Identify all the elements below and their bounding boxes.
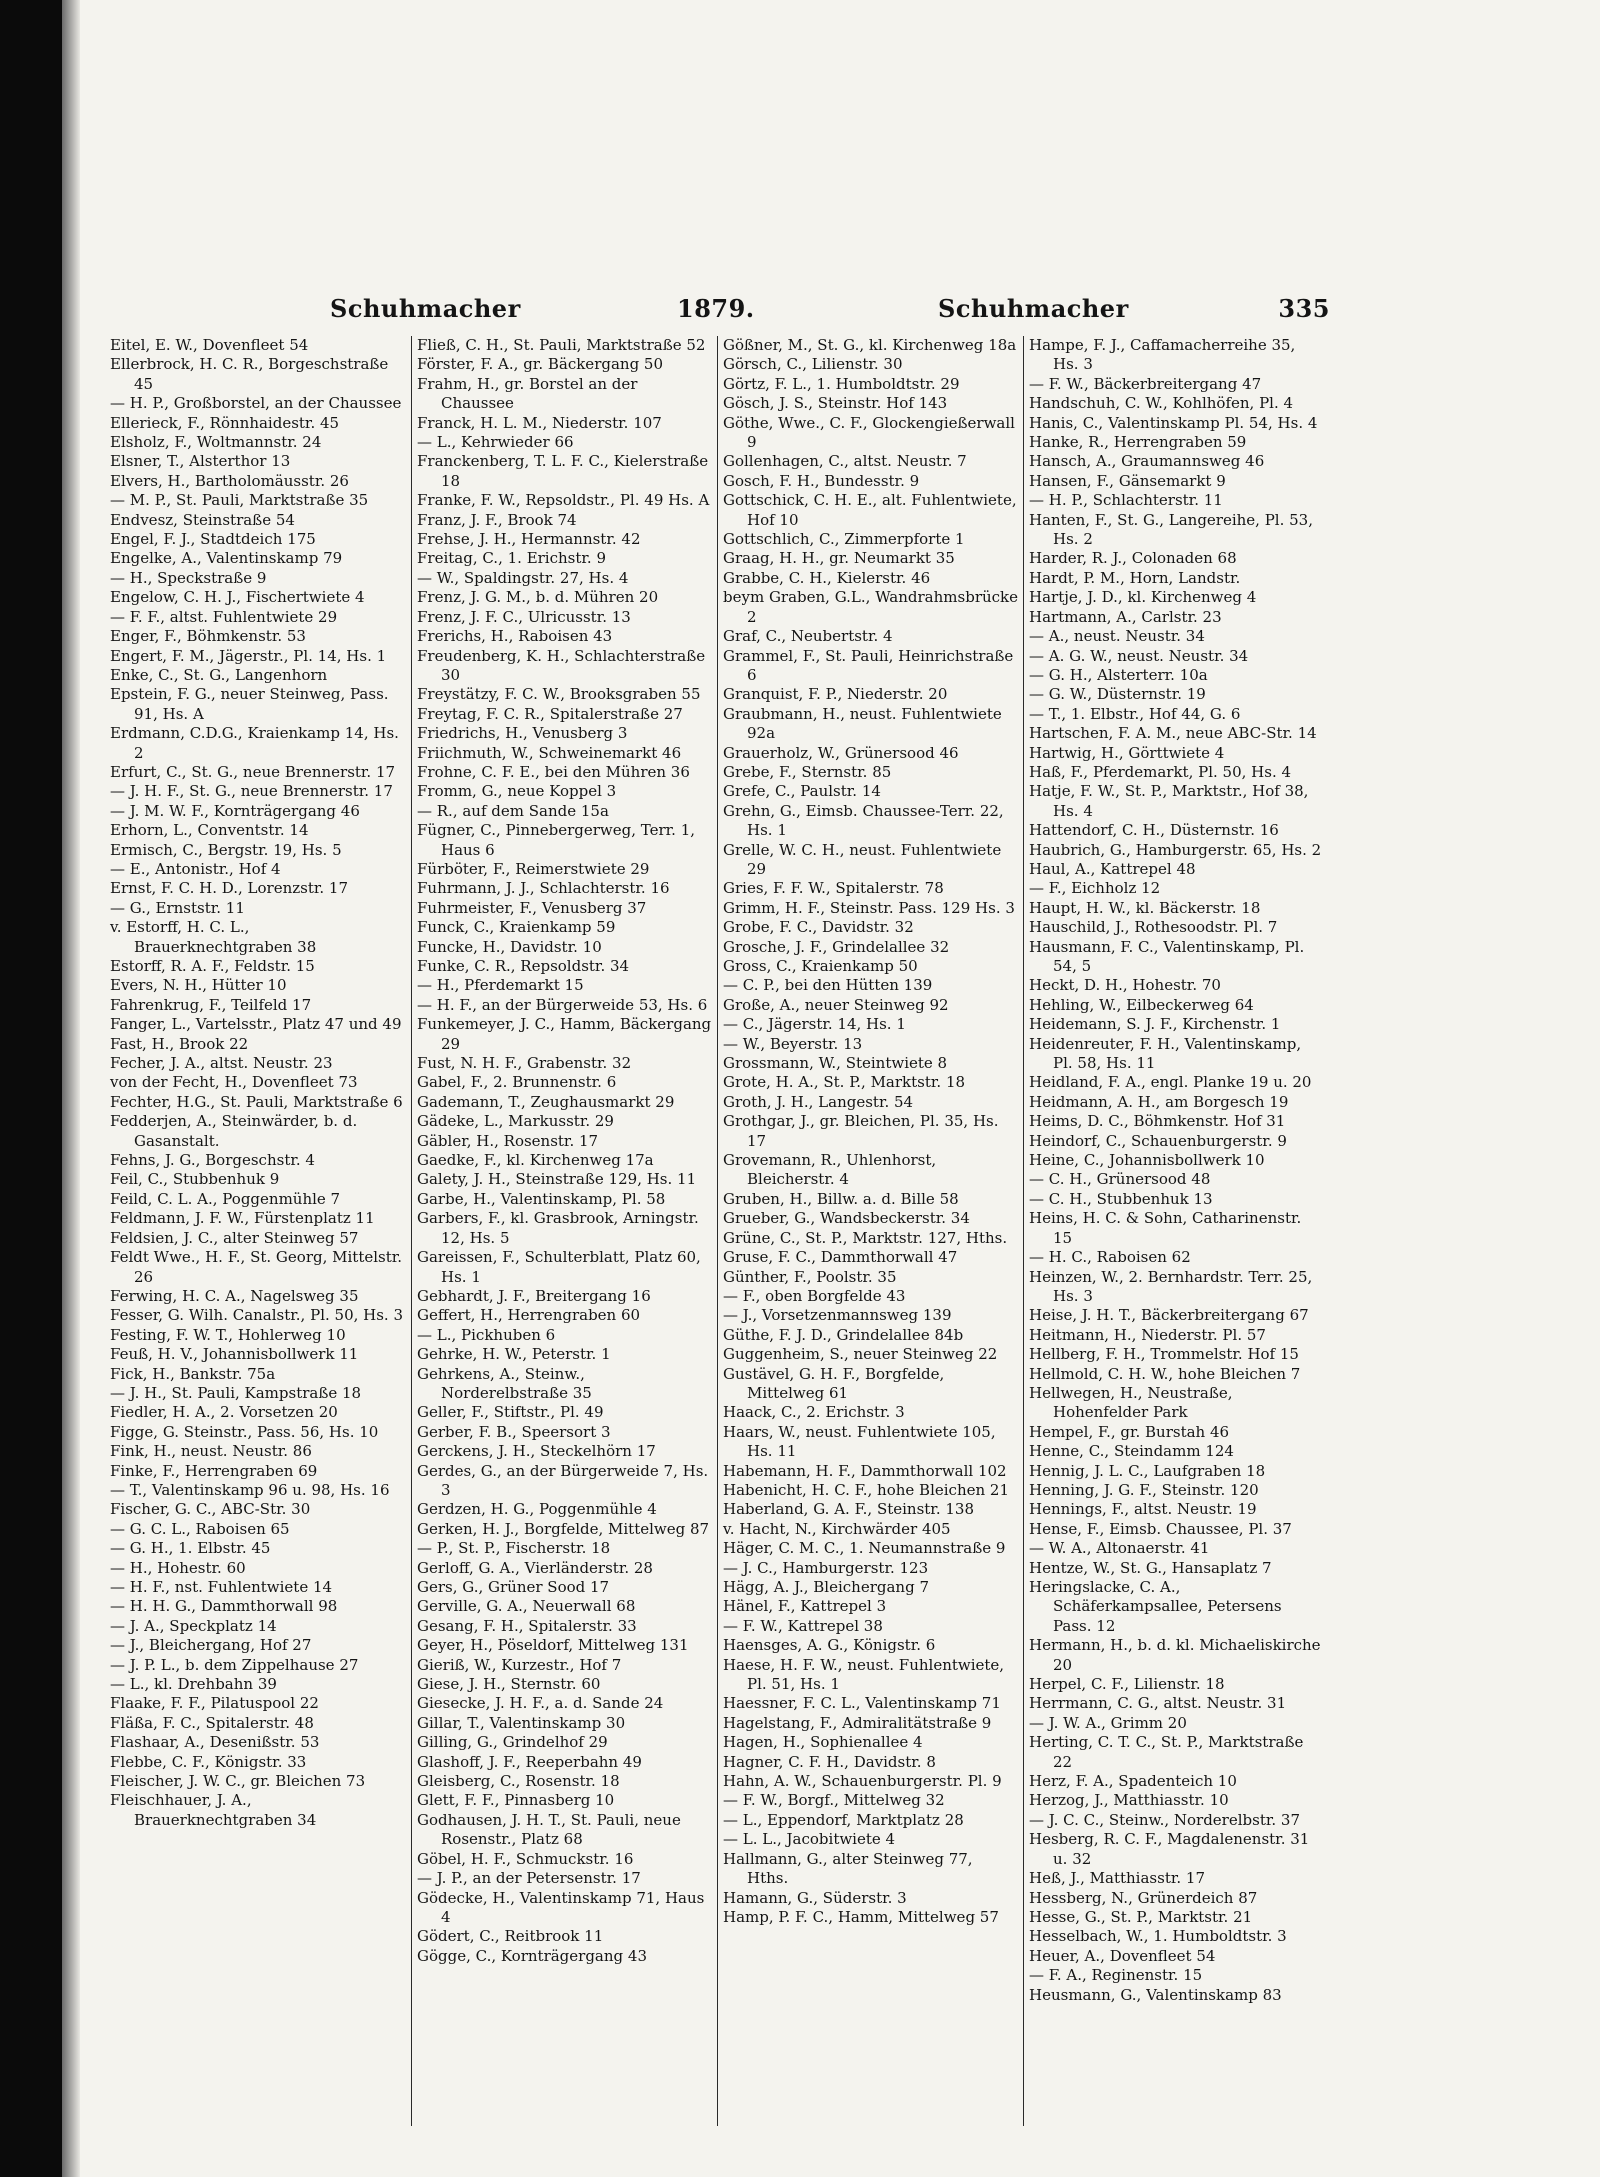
- directory-entry: Harder, R. J., Colonaden 68: [1029, 549, 1237, 568]
- directory-entry: Feil, C., Stubbenhuk 9: [110, 1170, 280, 1189]
- directory-entry: Fürböter, F., Reimerstwiete 29: [417, 859, 650, 878]
- directory-entry: v. Hacht, N., Kirchwärder 405: [723, 1519, 951, 1538]
- directory-entry: Feldmann, J. F. W., Fürstenplatz 11: [110, 1209, 375, 1228]
- directory-entry: — J. P., an der Petersenstr. 17: [417, 1869, 641, 1888]
- directory-entry: Gößner, M., St. G., kl. Kirchenweg 18a: [723, 336, 1017, 354]
- directory-entry: Feuß, H. V., Johannisbollwerk 11: [110, 1345, 359, 1364]
- directory-entry: Gustävel, G. H. F., Borgfelde, Mittelweg 61: [723, 1364, 945, 1402]
- directory-entry: Franckenberg, T. L. F. C., Kielerstraße 18: [417, 452, 709, 490]
- directory-entry: Fust, N. H. F., Grabenstr. 32: [417, 1054, 632, 1073]
- directory-entry: Ellerbrock, H. C. R., Borgeschstraße 45: [110, 355, 389, 393]
- directory-entry: — W., Spaldingstr. 27, Hs. 4: [417, 568, 629, 587]
- directory-entry: Hesberg, R. C. F., Magdalenenstr. 31 u. 32: [1029, 1830, 1310, 1868]
- directory-entry: Flashaar, A., Desenißstr. 53: [110, 1733, 320, 1752]
- directory-entry: Flaake, F. F., Pilatuspool 22: [110, 1694, 319, 1713]
- directory-entry: — G. C. L., Raboisen 65: [110, 1519, 290, 1538]
- directory-entry: Heine, C., Johannisbollwerk 10: [1029, 1151, 1265, 1170]
- directory-entry: Grothgar, J., gr. Bleichen, Pl. 35, Hs. 17: [723, 1112, 999, 1150]
- directory-entry: Hempel, F., gr. Burstah 46: [1029, 1422, 1230, 1441]
- directory-entry: Hanten, F., St. G., Langereihe, Pl. 53, Hs. 2: [1029, 510, 1313, 549]
- directory-entry: Engert, F. M., Jägerstr., Pl. 14, Hs. 1: [110, 646, 387, 665]
- directory-entry: Flebbe, C. F., Königstr. 33: [110, 1752, 307, 1771]
- directory-entry: Haß, F., Pferdemarkt, Pl. 50, Hs. 4: [1029, 762, 1292, 781]
- directory-entry: Hallmann, G., alter Steinweg 77, Hths.: [723, 1849, 973, 1888]
- directory-entry: Gögge, C., Kornträgergang 43: [417, 1946, 647, 1965]
- directory-entry: Frohne, C. F. E., bei den Mühren 36: [417, 762, 690, 781]
- header-left-title: Schuhmacher: [330, 294, 521, 323]
- directory-entry: Eitel, E. W., Dovenfleet 54: [110, 336, 309, 354]
- directory-entry: Gross, C., Kraienkamp 50: [723, 957, 918, 975]
- directory-entry: Giese, J. H., Sternstr. 60: [417, 1675, 601, 1694]
- directory-entry: Fink, H., neust. Neustr. 86: [110, 1442, 312, 1461]
- directory-entry: Hardt, P. M., Horn, Landstr.: [1029, 568, 1241, 587]
- directory-entry: — H. P., Schlachterstr. 11: [1029, 491, 1223, 510]
- directory-entry: Graag, H. H., gr. Neumarkt 35: [723, 549, 955, 568]
- directory-entry: Fiedler, H. A., 2. Vorsetzen 20: [110, 1403, 338, 1422]
- directory-entry: Haul, A., Kattrepel 48: [1029, 859, 1196, 878]
- directory-entry: Gottschlich, C., Zimmerpforte 1: [723, 530, 965, 549]
- directory-entry: Finke, F., Herrengraben 69: [110, 1461, 318, 1480]
- directory-entry: Hauschild, J., Rothesoodstr. Pl. 7: [1029, 918, 1278, 937]
- directory-columns: [105, 336, 1330, 2126]
- directory-entry: — W., Beyerstr. 13: [723, 1034, 863, 1053]
- directory-entry: Grelle, W. C. H., neust. Fuhlentwiete 29: [723, 840, 1002, 878]
- directory-entry: Göthe, Wwe., C. F., Glockengießerwall 9: [723, 413, 1015, 452]
- directory-entry: Hentze, W., St. G., Hansaplatz 7: [1029, 1558, 1272, 1577]
- column-3: [717, 336, 1023, 2126]
- directory-entry: Henning, J. G. F., Steinstr. 120: [1029, 1480, 1259, 1499]
- directory-entry: Erdmann, C.D.G., Kraienkamp 14, Hs. 2: [110, 724, 399, 762]
- directory-entry: — G. H., 1. Elbstr. 45: [110, 1539, 271, 1558]
- directory-entry: Gebhardt, J. F., Breitergang 16: [417, 1286, 651, 1305]
- directory-entry: Endvesz, Steinstraße 54: [110, 510, 295, 529]
- directory-entry: Herting, C. T. C., St. P., Marktstraße 22: [1029, 1733, 1304, 1771]
- directory-entry: Hausmann, F. C., Valentinskamp, Pl. 54, 5: [1029, 937, 1305, 975]
- directory-entry: Hansch, A., Graumannsweg 46: [1029, 452, 1265, 471]
- directory-entry: Große, A., neuer Steinweg 92: [723, 995, 949, 1014]
- directory-entry: Ermisch, C., Bergstr. 19, Hs. 5: [110, 840, 342, 859]
- directory-entry: Fecher, J. A., altst. Neustr. 23: [110, 1054, 333, 1073]
- directory-entry: — J., Vorsetzenmannsweg 139: [723, 1306, 952, 1325]
- directory-entry: Hatje, F. W., St. P., Marktstr., Hof 38, Hs. 4: [1029, 782, 1309, 820]
- directory-entry: Figge, G. Steinstr., Pass. 56, Hs. 10: [110, 1422, 379, 1441]
- directory-entry: Erhorn, L., Conventstr. 14: [110, 821, 309, 840]
- directory-entry: Görtz, F. L., 1. Humboldtstr. 29: [723, 374, 960, 393]
- directory-entry: Fromm, G., neue Koppel 3: [417, 782, 617, 801]
- directory-entry: — P., St. P., Fischerstr. 18: [417, 1539, 611, 1558]
- directory-entry: Hansen, F., Gänsemarkt 9: [1029, 471, 1226, 490]
- directory-entry: Friichmuth, W., Schweinemarkt 46: [417, 743, 682, 762]
- directory-entry: — F. A., Reginenstr. 15: [1029, 1966, 1203, 1985]
- directory-entry: Gruse, F. C., Dammthorwall 47: [723, 1248, 958, 1267]
- directory-entry: Fuhrmann, J. J., Schlachterstr. 16: [417, 879, 670, 898]
- directory-entry: Gerber, F. B., Speersort 3: [417, 1422, 611, 1441]
- running-header: [105, 290, 1330, 330]
- directory-entry: Hense, F., Eimsb. Chaussee, Pl. 37: [1029, 1519, 1292, 1538]
- directory-entry: Grebe, F., Sternstr. 85: [723, 762, 892, 781]
- directory-entry: Hellwegen, H., Neustraße, Hohenfelder Park: [1029, 1383, 1233, 1422]
- directory-entry: Fanger, L., Vartelsstr., Platz 47 und 49: [110, 1015, 402, 1034]
- directory-entry: Festing, F. W. T., Hohlerweg 10: [110, 1325, 346, 1344]
- directory-entry: beym Graben, G.L., Wandrahmsbrücke 2: [723, 588, 1019, 626]
- scan-border: [0, 0, 62, 2177]
- directory-entry: Fischer, G. C., ABC-Str. 30: [110, 1500, 311, 1519]
- directory-entry: Hesselbach, W., 1. Humboldtstr. 3: [1029, 1927, 1287, 1946]
- directory-entry: Habemann, H. F., Dammthorwall 102: [723, 1461, 1007, 1480]
- directory-entry: Gösch, J. S., Steinstr. Hof 143: [723, 394, 948, 413]
- directory-entry: Hagen, H., Sophienallee 4: [723, 1733, 923, 1752]
- directory-entry: Hessberg, N., Grünerdeich 87: [1029, 1888, 1258, 1907]
- header-right-title: Schuhmacher: [938, 294, 1129, 323]
- directory-entry: Feild, C. L. A., Poggenmühle 7: [110, 1189, 341, 1208]
- directory-entry: Freudenberg, K. H., Schlachterstraße 30: [417, 646, 706, 684]
- directory-entry: — F. F., altst. Fuhlentwiete 29: [110, 607, 338, 626]
- directory-page: [105, 290, 1330, 2140]
- directory-entry: Fehns, J. G., Borgeschstr. 4: [110, 1151, 315, 1170]
- directory-entry: Fedderjen, A., Steinwärder, b. d. Gasanstalt.: [110, 1112, 358, 1150]
- directory-entry: Fleischhauer, J. A., Brauerknechtgraben 34: [110, 1791, 317, 1829]
- directory-entry: Ferwing, H. C. A., Nagelsweg 35: [110, 1286, 359, 1305]
- directory-entry: — H., Hohestr. 60: [110, 1558, 246, 1577]
- directory-entry: — H. P., Großborstel, an der Chaussee: [110, 394, 402, 413]
- directory-entry: Gesang, F. H., Spitalerstr. 33: [417, 1616, 637, 1635]
- directory-entry: Günther, F., Poolstr. 35: [723, 1267, 897, 1286]
- directory-entry: Hennings, F., altst. Neustr. 19: [1029, 1500, 1257, 1519]
- directory-entry: Grosche, J. F., Grindelallee 32: [723, 937, 950, 956]
- directory-entry: Hartwig, H., Görttwiete 4: [1029, 743, 1225, 762]
- directory-entry: — L., kl. Drehbahn 39: [110, 1675, 277, 1694]
- directory-entry: Franke, F. W., Repsoldstr., Pl. 49 Hs. A: [417, 491, 710, 510]
- directory-entry: Förster, F. A., gr. Bäckergang 50: [417, 355, 664, 374]
- directory-entry: Heinzen, W., 2. Bernhardstr. Terr. 25, Hs. 3: [1029, 1267, 1313, 1305]
- directory-entry: Galety, J. H., Steinstraße 129, Hs. 11: [417, 1170, 697, 1189]
- directory-entry: Franz, J. F., Brook 74: [417, 510, 577, 529]
- directory-entry: Engelke, A., Valentinskamp 79: [110, 549, 343, 568]
- directory-entry: Gruben, H., Billw. a. d. Bille 58: [723, 1189, 959, 1208]
- directory-entry: Gilling, G., Grindelhof 29: [417, 1733, 608, 1752]
- directory-entry: Heise, J. H. T., Bäckerbreitergang 67: [1029, 1306, 1309, 1325]
- directory-entry: Fahrenkrug, F., Teilfeld 17: [110, 995, 312, 1014]
- directory-entry: Heß, J., Matthiasstr. 17: [1029, 1869, 1205, 1888]
- directory-entry: Funck, C., Kraienkamp 59: [417, 918, 616, 937]
- directory-entry: Fast, H., Brook 22: [110, 1034, 249, 1053]
- directory-entry: Grueber, G., Wandsbeckerstr. 34: [723, 1209, 970, 1228]
- directory-entry: Hagelstang, F., Admiralitätstraße 9: [723, 1713, 992, 1732]
- directory-entry: Hägg, A. J., Bleichergang 7: [723, 1578, 930, 1596]
- directory-entry: Haessner, F. C. L., Valentinskamp 71: [723, 1694, 1001, 1713]
- directory-entry: Gerdzen, H. G., Poggenmühle 4: [417, 1500, 657, 1519]
- directory-entry: — W. A., Altonaerstr. 41: [1029, 1539, 1210, 1558]
- directory-entry: Ernst, F. C. H. D., Lorenzstr. 17: [110, 879, 349, 898]
- directory-entry: — F. W., Kattrepel 38: [723, 1616, 883, 1635]
- directory-entry: Garbe, H., Valentinskamp, Pl. 58: [417, 1189, 666, 1208]
- directory-entry: Hartje, J. D., kl. Kirchenweg 4: [1029, 588, 1257, 607]
- directory-entry: Grovemann, R., Uhlenhorst, Bleicherstr. 4: [723, 1151, 937, 1189]
- directory-entry: Groth, J. H., Langestr. 54: [723, 1092, 914, 1111]
- directory-entry: Evers, N. H., Hütter 10: [110, 976, 287, 995]
- directory-entry: Haars, W., neust. Fuhlentwiete 105, Hs. 11: [723, 1422, 996, 1461]
- directory-entry: Hattendorf, C. H., Düsternstr. 16: [1029, 821, 1279, 840]
- directory-entry: Geffert, H., Herrengraben 60: [417, 1306, 641, 1325]
- directory-entry: Feldt Wwe., H. F., St. Georg, Mittelstr. 26: [110, 1248, 403, 1286]
- directory-entry: — J. H., St. Pauli, Kampstraße 18: [110, 1383, 362, 1402]
- header-year: 1879.: [677, 294, 755, 323]
- directory-entry: Häger, C. M. C., 1. Neumannstraße 9: [723, 1539, 1006, 1558]
- directory-entry: — H. C., Raboisen 62: [1029, 1248, 1191, 1267]
- directory-entry: — C. H., Grünersood 48: [1029, 1170, 1211, 1189]
- directory-entry: Enger, F., Böhmkenstr. 53: [110, 627, 306, 646]
- directory-entry: — A. G. W., neust. Neustr. 34: [1029, 646, 1249, 665]
- directory-entry: Fließ, C. H., St. Pauli, Marktstraße 52: [417, 336, 706, 354]
- directory-entry: — H., Speckstraße 9: [110, 568, 267, 587]
- directory-entry: Heitmann, H., Niederstr. Pl. 57: [1029, 1325, 1266, 1344]
- directory-entry: — M. P., St. Pauli, Marktstraße 35: [110, 491, 369, 510]
- directory-entry: Gerdes, G., an der Bürgerweide 7, Hs. 3: [417, 1461, 709, 1499]
- directory-entry: Hanke, R., Herrengraben 59: [1029, 433, 1247, 452]
- directory-entry: Guggenheim, S., neuer Steinweg 22: [723, 1345, 998, 1364]
- directory-entry: — J. M. W. F., Kornträgergang 46: [110, 801, 360, 820]
- directory-entry: Glashoff, J. F., Reeperbahn 49: [417, 1752, 642, 1771]
- directory-entry: Haupt, H. W., kl. Bäckerstr. 18: [1029, 898, 1261, 917]
- directory-entry: Engelow, C. H. J., Fischertwiete 4: [110, 588, 365, 607]
- directory-entry: Fleischer, J. W. C., gr. Bleichen 73: [110, 1772, 366, 1791]
- directory-entry: Hermann, H., b. d. kl. Michaeliskirche 20: [1029, 1636, 1321, 1674]
- scan-gutter: [62, 0, 80, 2177]
- directory-entry: Gareissen, F., Schulterblatt, Platz 60, Hs. 1: [417, 1248, 701, 1286]
- directory-entry: Garbers, F., kl. Grasbrook, Arningstr. 12, Hs. 5: [417, 1209, 699, 1247]
- directory-entry: Grauerholz, W., Grünersood 46: [723, 743, 959, 762]
- directory-entry: — R., auf dem Sande 15a: [417, 801, 609, 820]
- directory-entry: Güthe, F. J. D., Grindelallee 84b: [723, 1325, 964, 1344]
- directory-entry: Grabbe, C. H., Kielerstr. 46: [723, 568, 931, 587]
- directory-entry: Gerville, G. A., Neuerwall 68: [417, 1597, 636, 1616]
- directory-entry: Gollenhagen, C., altst. Neustr. 7: [723, 452, 967, 471]
- directory-entry: Frenz, J. G. M., b. d. Mühren 20: [417, 588, 659, 607]
- directory-entry: Erfurt, C., St. G., neue Brennerstr. 17: [110, 762, 396, 781]
- directory-entry: Graubmann, H., neust. Fuhlentwiete 92a: [723, 704, 1002, 743]
- directory-entry: Elvers, H., Bartholomäusstr. 26: [110, 471, 349, 490]
- directory-entry: Heckt, D. H., Hohestr. 70: [1029, 976, 1221, 995]
- directory-entry: Gries, F. F. W., Spitalerstr. 78: [723, 879, 944, 898]
- directory-entry: Haese, H. F. W., neust. Fuhlentwiete, Pl. 51, Hs. 1: [723, 1655, 1005, 1694]
- directory-entry: Fläßa, F. C., Spitalerstr. 48: [110, 1713, 314, 1732]
- directory-entry: Hartmann, A., Carlstr. 23: [1029, 607, 1222, 626]
- directory-entry: Herz, F. A., Spadenteich 10: [1029, 1772, 1237, 1791]
- directory-entry: Funke, C. R., Repsoldstr. 34: [417, 957, 630, 975]
- directory-entry: v. Estorff, H. C. L., Brauerknechtgraben 38: [110, 918, 317, 956]
- directory-entry: Giesecke, J. H. F., a. d. Sande 24: [417, 1694, 664, 1713]
- directory-entry: Grefe, C., Paulstr. 14: [723, 782, 881, 801]
- directory-entry: Fesser, G. Wilh. Canalstr., Pl. 50, Hs. 3: [110, 1306, 404, 1325]
- directory-entry: Grimm, H. F., Steinstr. Pass. 129 Hs. 3: [723, 898, 1015, 917]
- directory-entry: Gaedke, F., kl. Kirchenweg 17a: [417, 1151, 654, 1170]
- directory-entry: — L. L., Jacobitwiete 4: [723, 1830, 896, 1849]
- directory-entry: — F., Eichholz 12: [1029, 879, 1161, 898]
- directory-entry: Heusmann, G., Valentinskamp 83: [1029, 1985, 1282, 2004]
- directory-entry: Habenicht, H. C. F., hohe Bleichen 21: [723, 1480, 1010, 1499]
- directory-entry: Gäbler, H., Rosenstr. 17: [417, 1131, 599, 1150]
- directory-entry: Haubrich, G., Hamburgerstr. 65, Hs. 2: [1029, 840, 1322, 859]
- directory-entry: — F., oben Borgfelde 43: [723, 1286, 906, 1305]
- directory-entry: Hänel, F., Kattrepel 3: [723, 1597, 887, 1616]
- directory-entry: Grehn, G., Eimsb. Chaussee-Terr. 22, Hs. 1: [723, 801, 1004, 840]
- directory-entry: Estorff, R. A. F., Feldstr. 15: [110, 957, 315, 975]
- directory-entry: Göbel, H. F., Schmuckstr. 16: [417, 1849, 634, 1868]
- directory-entry: Granquist, F. P., Niederstr. 20: [723, 685, 948, 704]
- column-4: [1023, 336, 1329, 2126]
- directory-entry: — C. P., bei den Hütten 139: [723, 976, 933, 995]
- directory-entry: Haensges, A. G., Königstr. 6: [723, 1636, 936, 1655]
- directory-entry: — H., Pferdemarkt 15: [417, 976, 584, 995]
- directory-entry: — A., neust. Neustr. 34: [1029, 627, 1205, 646]
- directory-entry: Hagner, C. F. H., Davidstr. 8: [723, 1752, 936, 1771]
- directory-entry: Fügner, C., Pinnebergerweg, Terr. 1, Haus 6: [417, 821, 696, 859]
- directory-entry: Heringslacke, C. A., Schäferkampsallee, Petersens Pass. 12: [1029, 1578, 1282, 1635]
- directory-entry: Enke, C., St. G., Langenhorn: [110, 665, 328, 684]
- directory-entry: Heindorf, C., Schauenburgerstr. 9: [1029, 1131, 1287, 1150]
- directory-entry: Ellerieck, F., Rönnhaidestr. 45: [110, 413, 340, 432]
- directory-entry: Franck, H. L. M., Niederstr. 107: [417, 413, 662, 432]
- directory-entry: Frerichs, H., Raboisen 43: [417, 627, 613, 646]
- directory-entry: Grossmann, W., Steintwiete 8: [723, 1054, 948, 1073]
- directory-entry: — C., Jägerstr. 14, Hs. 1: [723, 1015, 906, 1034]
- directory-entry: Funkemeyer, J. C., Hamm, Bäckergang 29: [417, 1015, 712, 1053]
- directory-entry: — F. W., Bäckerbreitergang 47: [1029, 374, 1262, 393]
- directory-entry: Grobe, F. C., Davidstr. 32: [723, 918, 914, 937]
- directory-entry: Gabel, F., 2. Brunnenstr. 6: [417, 1073, 617, 1092]
- directory-entry: Fick, H., Bankstr. 75a: [110, 1364, 276, 1383]
- directory-entry: Haack, C., 2. Erichstr. 3: [723, 1403, 905, 1422]
- directory-entry: — J., Bleichergang, Hof 27: [110, 1636, 312, 1655]
- directory-entry: — J. C., Hamburgerstr. 123: [723, 1558, 929, 1577]
- directory-entry: Heidemann, S. J. F., Kirchenstr. 1: [1029, 1015, 1281, 1034]
- directory-entry: Gleisberg, C., Rosenstr. 18: [417, 1772, 620, 1791]
- directory-entry: — E., Antonistr., Hof 4: [110, 859, 281, 878]
- directory-entry: Görsch, C., Lilienstr. 30: [723, 355, 903, 374]
- directory-entry: Elsholz, F., Woltmannstr. 24: [110, 433, 322, 452]
- directory-entry: Herrmann, C. G., altst. Neustr. 31: [1029, 1694, 1287, 1713]
- column-2: [411, 336, 717, 2126]
- directory-entry: — G. H., Alsterterr. 10a: [1029, 665, 1208, 684]
- directory-entry: Hampe, F. J., Caffamacherreihe 35, Hs. 3: [1029, 336, 1296, 374]
- directory-entry: Grote, H. A., St. P., Marktstr. 18: [723, 1073, 966, 1092]
- directory-entry: Hanis, C., Valentinskamp Pl. 54, Hs. 4: [1029, 413, 1318, 432]
- directory-entry: Geyer, H., Pöseldorf, Mittelweg 131: [417, 1636, 689, 1655]
- directory-entry: — G., Ernststr. 11: [110, 898, 245, 917]
- directory-entry: — H. F., an der Bürgerweide 53, Hs. 6: [417, 995, 708, 1014]
- directory-entry: — J. H. F., St. G., neue Brennerstr. 17: [110, 782, 393, 801]
- directory-entry: Friedrichs, H., Venusberg 3: [417, 724, 628, 743]
- directory-entry: Gädeke, L., Markusstr. 29: [417, 1112, 614, 1131]
- directory-entry: Graf, C., Neubertstr. 4: [723, 627, 893, 646]
- directory-entry: Funcke, H., Davidstr. 10: [417, 937, 602, 956]
- directory-entry: Gers, G., Grüner Sood 17: [417, 1578, 610, 1596]
- directory-entry: Hesse, G., St. P., Marktstr. 21: [1029, 1907, 1253, 1926]
- directory-entry: Gehrke, H. W., Peterstr. 1: [417, 1345, 611, 1364]
- directory-entry: Heims, D. C., Böhmkenstr. Hof 31: [1029, 1112, 1286, 1131]
- directory-entry: Hamann, G., Süderstr. 3: [723, 1888, 907, 1907]
- directory-entry: Elsner, T., Alsterthor 13: [110, 452, 291, 471]
- directory-entry: Heidenreuter, F. H., Valentinskamp, Pl. 58, Hs. 11: [1029, 1034, 1302, 1073]
- directory-entry: Hellmold, C. H. W., hohe Bleichen 7: [1029, 1364, 1301, 1383]
- directory-entry: — H. H. G., Dammthorwall 98: [110, 1597, 338, 1616]
- directory-entry: Engel, F. J., Stadtdeich 175: [110, 530, 316, 549]
- directory-entry: — C. H., Stubbenhuk 13: [1029, 1189, 1213, 1208]
- directory-entry: Gödert, C., Reitbrook 11: [417, 1927, 604, 1946]
- directory-entry: Gademann, T., Zeughausmarkt 29: [417, 1092, 675, 1111]
- directory-entry: Hamp, P. F. C., Hamm, Mittelweg 57: [723, 1907, 999, 1926]
- directory-entry: — F. W., Borgf., Mittelweg 32: [723, 1791, 945, 1810]
- directory-entry: Hennig, J. L. C., Laufgraben 18: [1029, 1461, 1266, 1480]
- directory-entry: Fechter, H.G., St. Pauli, Marktstraße 6: [110, 1092, 403, 1111]
- directory-entry: Hehling, W., Eilbeckerweg 64: [1029, 995, 1254, 1014]
- directory-entry: — H. F., nst. Fuhlentwiete 14: [110, 1578, 333, 1596]
- directory-entry: Heidland, F. A., engl. Planke 19 u. 20: [1029, 1073, 1312, 1092]
- directory-entry: — J. A., Speckplatz 14: [110, 1616, 277, 1635]
- directory-entry: Heins, H. C. & Sohn, Catharinenstr. 15: [1029, 1209, 1302, 1247]
- directory-entry: Gieriß, W., Kurzestr., Hof 7: [417, 1655, 622, 1674]
- directory-entry: Gödecke, H., Valentinskamp 71, Haus 4: [417, 1888, 705, 1926]
- directory-entry: — J. W. A., Grimm 20: [1029, 1713, 1187, 1732]
- directory-entry: Gerloff, G. A., Vierländerstr. 28: [417, 1558, 653, 1577]
- directory-entry: Gillar, T., Valentinskamp 30: [417, 1713, 626, 1732]
- directory-entry: Gerckens, J. H., Steckelhörn 17: [417, 1442, 656, 1461]
- directory-entry: Handschuh, C. W., Kohlhöfen, Pl. 4: [1029, 394, 1294, 413]
- directory-entry: Gerken, H. J., Borgfelde, Mittelweg 87: [417, 1519, 710, 1538]
- directory-entry: Freytag, F. C. R., Spitalerstraße 27: [417, 704, 683, 723]
- directory-entry: Hahn, A. W., Schauenburgerstr. Pl. 9: [723, 1772, 1002, 1791]
- directory-entry: Feldsien, J. C., alter Steinweg 57: [110, 1228, 359, 1247]
- directory-entry: Hellberg, F. H., Trommelstr. Hof 15: [1029, 1345, 1299, 1364]
- directory-entry: Freystätzy, F. C. W., Brooksgraben 55: [417, 685, 701, 704]
- directory-entry: Frenz, J. F. C., Ulricusstr. 13: [417, 607, 631, 626]
- directory-entry: Glett, F. F., Pinnasberg 10: [417, 1791, 615, 1810]
- directory-entry: Herzog, J., Matthiasstr. 10: [1029, 1791, 1229, 1810]
- directory-entry: Henne, C., Steindamm 124: [1029, 1442, 1234, 1461]
- directory-entry: — G. W., Düsternstr. 19: [1029, 685, 1206, 704]
- directory-entry: Heuer, A., Dovenfleet 54: [1029, 1946, 1216, 1965]
- directory-entry: Freitag, C., 1. Erichstr. 9: [417, 549, 606, 568]
- directory-entry: Fuhrmeister, F., Venusberg 37: [417, 898, 647, 917]
- directory-entry: Hartschen, F. A. M., neue ABC-Str. 14: [1029, 724, 1317, 743]
- directory-entry: — L., Pickhuben 6: [417, 1325, 556, 1344]
- directory-entry: von der Fecht, H., Dovenfleet 73: [110, 1073, 358, 1092]
- directory-entry: Geller, F., Stiftstr., Pl. 49: [417, 1403, 604, 1422]
- directory-entry: Frahm, H., gr. Borstel an der Chaussee: [417, 374, 638, 413]
- directory-entry: — T., 1. Elbstr., Hof 44, G. 6: [1029, 704, 1241, 723]
- directory-entry: Herpel, C. F., Lilienstr. 18: [1029, 1675, 1225, 1694]
- directory-entry: — L., Kehrwieder 66: [417, 433, 574, 452]
- page-number: 335: [1278, 294, 1330, 323]
- directory-entry: Gosch, F. H., Bundesstr. 9: [723, 471, 920, 490]
- directory-entry: — J. C. C., Steinw., Norderelbstr. 37: [1029, 1810, 1301, 1829]
- directory-entry: Grüne, C., St. P., Marktstr. 127, Hths.: [723, 1228, 1008, 1247]
- directory-entry: Gehrkens, A., Steinw., Norderelbstraße 35: [417, 1364, 592, 1402]
- directory-entry: — J. P. L., b. dem Zippelhause 27: [110, 1655, 359, 1674]
- column-1: [105, 336, 411, 2126]
- directory-entry: Epstein, F. G., neuer Steinweg, Pass. 91, Hs. A: [110, 685, 389, 723]
- directory-entry: Gottschick, C. H. E., alt. Fuhlentwiete, Hof 10: [723, 491, 1017, 529]
- directory-entry: Haberland, G. A. F., Steinstr. 138: [723, 1500, 974, 1519]
- directory-entry: Frehse, J. H., Hermannstr. 42: [417, 530, 641, 549]
- directory-entry: Godhausen, J. H. T., St. Pauli, neue Rosenstr., Platz 68: [417, 1810, 681, 1849]
- directory-entry: Heidmann, A. H., am Borgesch 19: [1029, 1092, 1289, 1111]
- directory-entry: — L., Eppendorf, Marktplatz 28: [723, 1810, 964, 1829]
- directory-entry: Grammel, F., St. Pauli, Heinrichstraße 6: [723, 646, 1014, 684]
- directory-entry: — T., Valentinskamp 96 u. 98, Hs. 16: [110, 1480, 390, 1499]
